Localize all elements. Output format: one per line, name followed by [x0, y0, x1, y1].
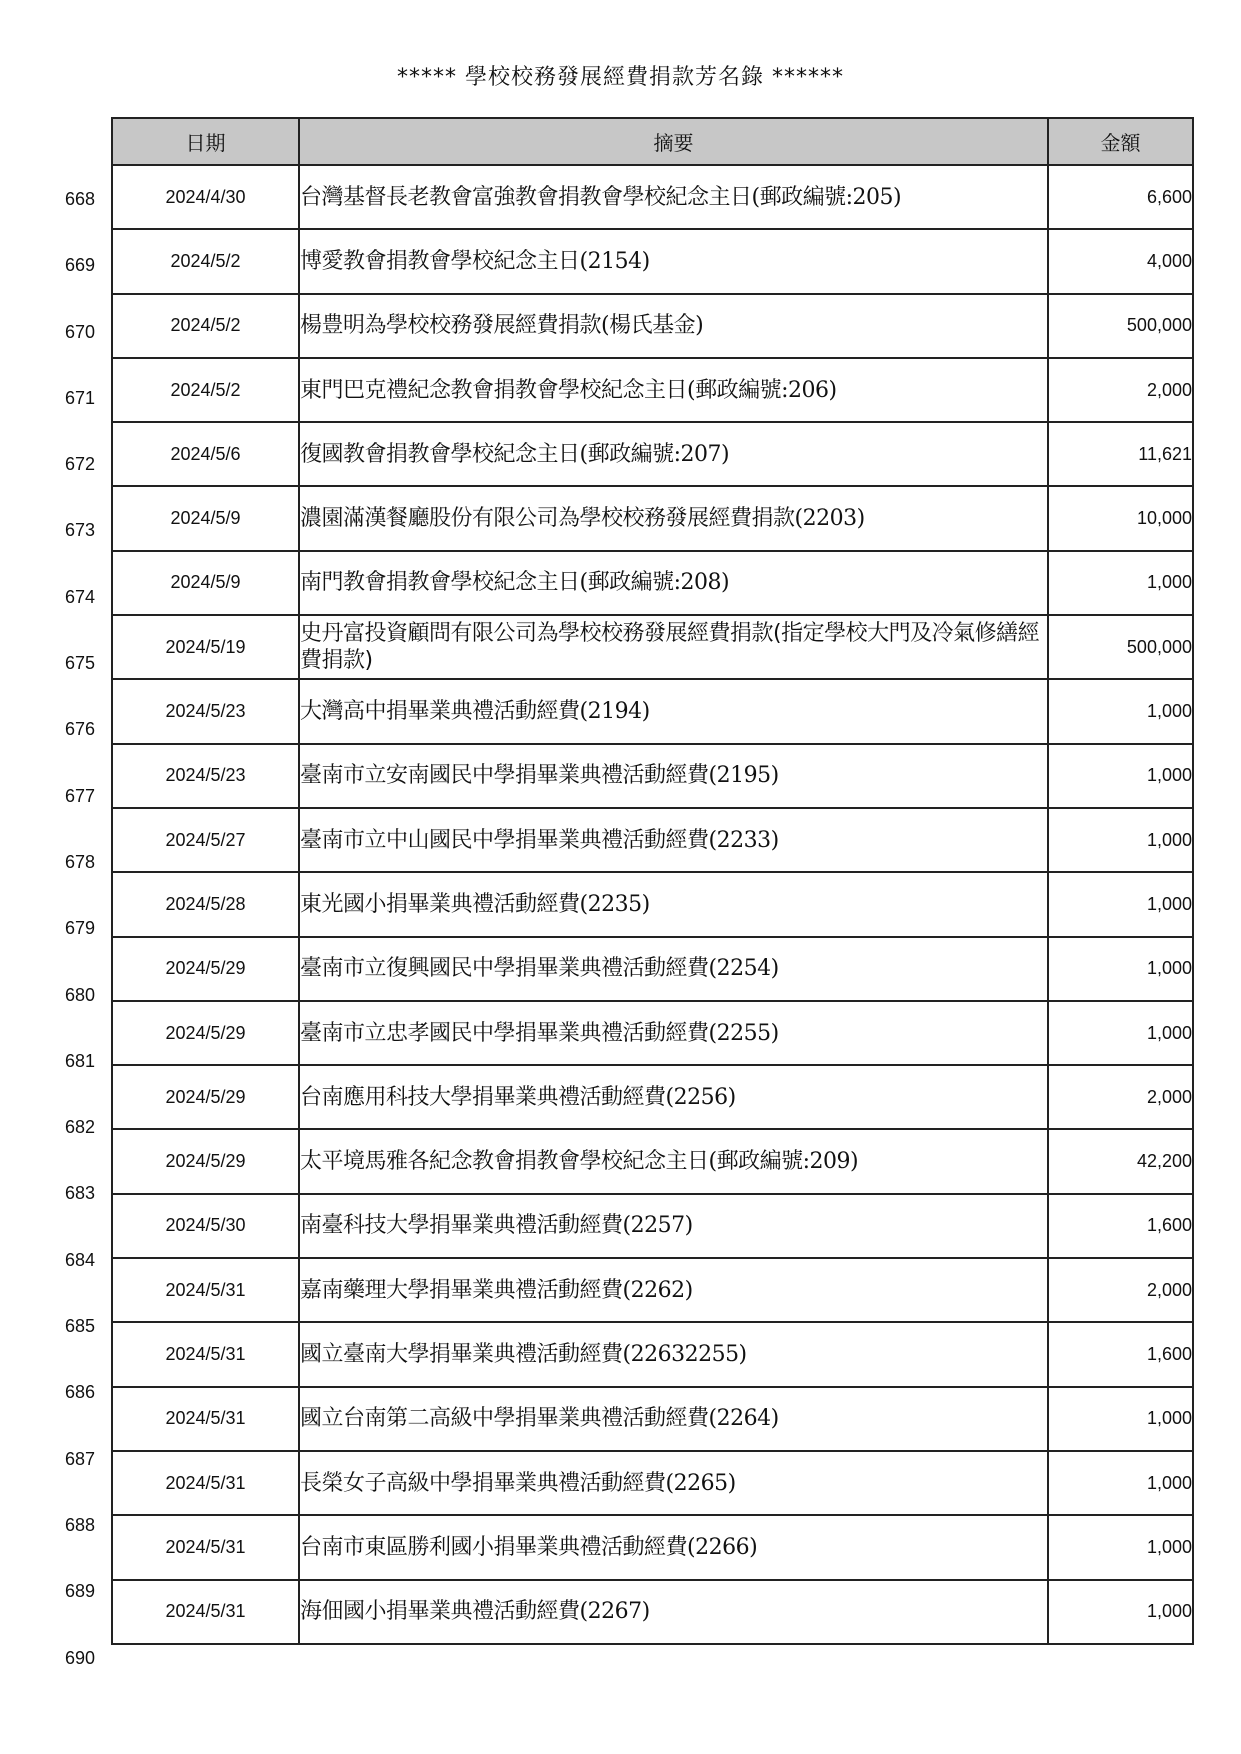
- row-description: 臺南市立中山國民中學捐畢業典禮活動經費(2233): [299, 808, 1048, 872]
- row-description: 東光國小捐畢業典禮活動經費(2235): [299, 872, 1048, 936]
- row-number-column: [40, 166, 120, 1691]
- header-amount: 金額: [1048, 118, 1193, 165]
- row-number: 683: [64, 1183, 96, 1204]
- table-row: [112, 872, 1193, 936]
- row-description: 史丹富投資顧問有限公司為學校校務發展經費捐款(指定學校大門及冷氣修繕經費捐款): [299, 615, 1048, 679]
- row-number: 672: [64, 454, 96, 475]
- table-row: [112, 744, 1193, 808]
- table-row: [112, 615, 1193, 679]
- table-row: [112, 1515, 1193, 1579]
- row-amount: 1,000: [1048, 679, 1193, 743]
- row-date: 2024/4/30: [112, 165, 299, 229]
- row-amount: 1,600: [1048, 1194, 1193, 1258]
- row-number: 676: [64, 719, 96, 740]
- row-date: 2024/5/31: [112, 1387, 299, 1451]
- table-row: [112, 679, 1193, 743]
- row-amount: 1,000: [1048, 808, 1193, 872]
- row-description: 東門巴克禮紀念教會捐教會學校紀念主日(郵政編號:206): [299, 358, 1048, 422]
- row-number: 668: [64, 189, 96, 209]
- row-number: 689: [64, 1581, 96, 1602]
- row-amount: 10,000: [1048, 486, 1193, 550]
- table-row: [112, 1065, 1193, 1129]
- row-amount: 42,200: [1048, 1129, 1193, 1193]
- row-date: 2024/5/27: [112, 808, 299, 872]
- row-description: 太平境馬雅各紀念教會捐教會學校紀念主日(郵政編號:209): [299, 1129, 1048, 1193]
- table-row: [112, 551, 1193, 615]
- table-row: [112, 294, 1193, 358]
- table-row: [112, 229, 1193, 293]
- row-description: 南臺科技大學捐畢業典禮活動經費(2257): [299, 1194, 1048, 1258]
- row-number: 686: [64, 1382, 96, 1403]
- row-amount: 1,000: [1048, 1001, 1193, 1065]
- row-date: 2024/5/23: [112, 744, 299, 808]
- row-date: 2024/5/2: [112, 294, 299, 358]
- row-amount: 1,000: [1048, 1580, 1193, 1644]
- table-row: [112, 422, 1193, 486]
- row-date: 2024/5/31: [112, 1451, 299, 1515]
- row-date: 2024/5/31: [112, 1515, 299, 1579]
- row-number: 681: [64, 1050, 96, 1071]
- row-date: 2024/5/29: [112, 1129, 299, 1193]
- table-row: [112, 1129, 1193, 1193]
- row-amount: 4,000: [1048, 229, 1193, 293]
- row-description: 濃園滿漢餐廳股份有限公司為學校校務發展經費捐款(2203): [299, 486, 1048, 550]
- row-description: 國立臺南大學捐畢業典禮活動經費(22632255): [299, 1322, 1048, 1386]
- row-number: 685: [64, 1316, 96, 1337]
- row-description: 復國教會捐教會學校紀念主日(郵政編號:207): [299, 422, 1048, 486]
- row-number: 690: [64, 1647, 96, 1668]
- row-description: 長榮女子高級中學捐畢業典禮活動經費(2265): [299, 1451, 1048, 1515]
- row-amount: 2,000: [1048, 358, 1193, 422]
- row-amount: 1,000: [1048, 1451, 1193, 1515]
- row-date: 2024/5/31: [112, 1580, 299, 1644]
- table-row: [112, 165, 1193, 229]
- row-date: 2024/5/9: [112, 551, 299, 615]
- row-amount: 500,000: [1048, 294, 1193, 358]
- row-amount: 1,000: [1048, 872, 1193, 936]
- row-number: 684: [64, 1249, 96, 1270]
- row-description: 博愛教會捐教會學校紀念主日(2154): [299, 229, 1048, 293]
- row-date: 2024/5/19: [112, 615, 299, 679]
- row-amount: 2,000: [1048, 1065, 1193, 1129]
- row-description: 臺南市立安南國民中學捐畢業典禮活動經費(2195): [299, 744, 1048, 808]
- table-row: [112, 1451, 1193, 1515]
- row-number: 670: [64, 321, 96, 342]
- table-row: [112, 937, 1193, 1001]
- row-date: 2024/5/31: [112, 1322, 299, 1386]
- table-row: [112, 1001, 1193, 1065]
- row-description: 臺南市立忠孝國民中學捐畢業典禮活動經費(2255): [299, 1001, 1048, 1065]
- row-date: 2024/5/2: [112, 229, 299, 293]
- row-number: 669: [64, 255, 96, 276]
- table-row: [112, 808, 1193, 872]
- row-number: 687: [64, 1448, 96, 1469]
- row-amount: 1,000: [1048, 1515, 1193, 1579]
- row-date: 2024/5/28: [112, 872, 299, 936]
- table-row: [112, 1387, 1193, 1451]
- row-amount: 11,621: [1048, 422, 1193, 486]
- row-amount: 1,000: [1048, 937, 1193, 1001]
- row-description: 台南應用科技大學捐畢業典禮活動經費(2256): [299, 1065, 1048, 1129]
- row-number: 671: [64, 387, 96, 408]
- row-number: 675: [64, 653, 96, 674]
- row-date: 2024/5/23: [112, 679, 299, 743]
- row-amount: 2,000: [1048, 1258, 1193, 1322]
- row-description: 楊豊明為學校校務發展經費捐款(楊氏基金): [299, 294, 1048, 358]
- table-row: [112, 1258, 1193, 1322]
- header-description: 摘要: [299, 118, 1048, 165]
- row-description: 國立台南第二高級中學捐畢業典禮活動經費(2264): [299, 1387, 1048, 1451]
- row-number: 678: [64, 851, 96, 872]
- row-amount: 500,000: [1048, 615, 1193, 679]
- row-number: 680: [64, 984, 96, 1005]
- row-date: 2024/5/2: [112, 358, 299, 422]
- donation-table: [111, 117, 1194, 1645]
- header-date: 日期: [112, 118, 299, 165]
- row-amount: 1,000: [1048, 1387, 1193, 1451]
- table-header-row: [112, 118, 1193, 165]
- row-amount: 1,600: [1048, 1322, 1193, 1386]
- row-date: 2024/5/9: [112, 486, 299, 550]
- row-date: 2024/5/29: [112, 937, 299, 1001]
- row-date: 2024/5/29: [112, 1001, 299, 1065]
- row-date: 2024/5/30: [112, 1194, 299, 1258]
- row-amount: 1,000: [1048, 551, 1193, 615]
- row-description: 大灣高中捐畢業典禮活動經費(2194): [299, 679, 1048, 743]
- row-date: 2024/5/6: [112, 422, 299, 486]
- row-amount: 1,000: [1048, 744, 1193, 808]
- row-description: 臺南市立復興國民中學捐畢業典禮活動經費(2254): [299, 937, 1048, 1001]
- row-description: 海佃國小捐畢業典禮活動經費(2267): [299, 1580, 1048, 1644]
- row-number: 673: [64, 520, 96, 541]
- row-number: 682: [64, 1117, 96, 1138]
- table-row: [112, 486, 1193, 550]
- row-date: 2024/5/31: [112, 1258, 299, 1322]
- row-description: 台南市東區勝利國小捐畢業典禮活動經費(2266): [299, 1515, 1048, 1579]
- page-title: ***** 學校校務發展經費捐款芳名錄 ******: [397, 65, 844, 90]
- row-number: 688: [64, 1514, 96, 1535]
- table-row: [112, 358, 1193, 422]
- row-description: 嘉南藥理大學捐畢業典禮活動經費(2262): [299, 1258, 1048, 1322]
- table-row: [112, 1194, 1193, 1258]
- row-description: 台灣基督長老教會富強教會捐教會學校紀念主日(郵政編號:205): [299, 165, 1048, 229]
- row-number: 677: [64, 785, 96, 806]
- row-amount: 6,600: [1048, 165, 1193, 229]
- row-description: 南門教會捐教會學校紀念主日(郵政編號:208): [299, 551, 1048, 615]
- table-row: [112, 1322, 1193, 1386]
- row-number: 674: [64, 586, 96, 607]
- row-number: 679: [64, 918, 96, 939]
- row-date: 2024/5/29: [112, 1065, 299, 1129]
- table-row: [112, 1580, 1193, 1644]
